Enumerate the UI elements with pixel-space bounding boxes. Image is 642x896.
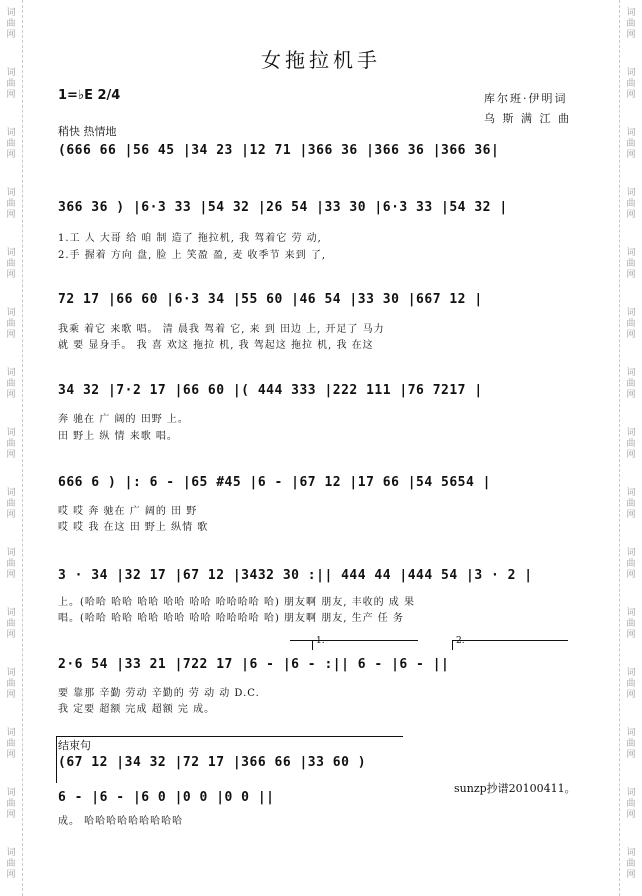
staff-line-3: 72 17 |66 60 |6·3 34 |55 60 |46 54 |33 30 |667 12 | xyxy=(58,292,483,307)
song-title: 女拖拉机手 xyxy=(261,48,381,72)
lyric-line-3a: 我乘 着它 来歌 唱。 清 晨我 驾着 它, 来 到 田边 上, 开足了 马力 xyxy=(58,324,385,335)
left-watermark: 词 曲 网 xyxy=(6,188,16,220)
ending-notes-2: 6 - |6 - |6 0 |0 0 |0 0 || xyxy=(58,790,275,805)
volta-2-label: 2. xyxy=(456,636,465,646)
left-watermark: 词 曲 网 xyxy=(6,248,16,280)
right-watermark: 词 曲 网 xyxy=(626,428,636,460)
staff-line-5: 666 6 ) |: 6 - |65 #45 |6 - |67 12 |17 66 |54 5654 | xyxy=(58,475,491,490)
staff-line-7: 2·6 54 |33 21 |722 17 |6 - |6 - :|| 6 - |6 - || xyxy=(58,657,450,672)
volta-bracket-2-start xyxy=(452,640,453,650)
lyric-line-5b: 哎 哎 我 在这 田 野上 纵情 歌 xyxy=(58,522,209,533)
right-watermark: 词 曲 网 xyxy=(626,788,636,820)
left-watermark: 词 曲 网 xyxy=(6,68,16,100)
staff-line-4: 34 32 |7·2 17 |66 60 |( 444 333 |222 111 |76 7217 | xyxy=(58,383,483,398)
right-watermark: 词 曲 网 xyxy=(626,8,636,40)
lyricist-credit: 库尔班·伊明词 xyxy=(484,92,568,105)
ending-lyrics: 成。 哈哈哈哈哈哈哈哈哈 xyxy=(58,816,184,827)
left-watermark: 词 曲 网 xyxy=(6,608,16,640)
lyric-line-7a: 要 靠那 辛勤 劳动 辛勤的 劳 动 动 D.C. xyxy=(58,688,260,699)
lyric-line-6a: 上。(哈哈 哈哈 哈哈 哈哈 哈哈 哈哈哈哈 哈) 朋友啊 朋友, 丰收的 成 果 xyxy=(58,597,415,608)
right-watermark: 词 曲 网 xyxy=(626,488,636,520)
right-watermark: 词 曲 网 xyxy=(626,368,636,400)
lyric-line-5a: 哎 哎 奔 驰在 广 阔的 田 野 xyxy=(58,506,198,517)
arranger-note: sunzp抄谱20100411。 xyxy=(454,782,576,795)
right-watermark: 词 曲 网 xyxy=(626,728,636,760)
left-watermark: 词 曲 网 xyxy=(6,788,16,820)
composer-credit: 乌 斯 满 江 曲 xyxy=(484,112,571,125)
lyric-line-2b: 2.手 握着 方向 盘, 脸 上 笑盈 盈, 麦 收季节 来到 了, xyxy=(58,250,327,261)
lyric-line-4b: 田 野上 纵 情 来歌 唱。 xyxy=(58,431,178,442)
right-watermark: 词 曲 网 xyxy=(626,248,636,280)
ending-label: 结束句 xyxy=(58,739,91,752)
staff-line-1: (666 66 |56 45 |34 23 |12 71 |366 36 |366 36 |366 36| xyxy=(58,143,500,158)
left-watermark: 词 曲 网 xyxy=(6,548,16,580)
right-watermark: 词 曲 网 xyxy=(626,68,636,100)
right-watermark: 词 曲 网 xyxy=(626,188,636,220)
lyric-line-2a: 1.工 人 大哥 给 咱 制 造了 拖拉机, 我 驾着它 劳 动, xyxy=(58,233,322,244)
right-watermark: 词 曲 网 xyxy=(626,848,636,880)
left-watermark: 词 曲 网 xyxy=(6,128,16,160)
lyric-line-7b: 我 定要 超额 完成 超额 完 成。 xyxy=(58,704,216,715)
volta-bracket-2 xyxy=(452,640,568,641)
ending-notes: (67 12 |34 32 |72 17 |366 66 |33 60 ) xyxy=(58,755,367,770)
key-signature: 1=♭E 2/4 xyxy=(58,88,121,103)
staff-line-6: 3 · 34 |32 17 |67 12 |3432 30 :|| 444 44 |444 54 |3 · 2 | xyxy=(58,568,533,583)
right-watermark: 词 曲 网 xyxy=(626,608,636,640)
left-watermark: 词 曲 网 xyxy=(6,848,16,880)
staff-line-2: 366 36 ) |6·3 33 |54 32 |26 54 |33 30 |6·3 33 |54 32 | xyxy=(58,200,508,215)
volta-bracket-1 xyxy=(290,640,418,641)
volta-1-label: 1. xyxy=(316,636,325,646)
lyric-line-6b: 唱。(哈哈 哈哈 哈哈 哈哈 哈哈 哈哈哈哈 哈) 朋友啊 朋友, 生产 任 务 xyxy=(58,613,404,624)
left-watermark: 词 曲 网 xyxy=(6,728,16,760)
lyric-line-4a: 奔 驰在 广 阔的 田野 上。 xyxy=(58,414,189,425)
right-watermark: 词 曲 网 xyxy=(626,128,636,160)
right-watermark: 词 曲 网 xyxy=(626,668,636,700)
tempo-marking: 稍快 热情地 xyxy=(58,125,117,138)
right-watermark: 词 曲 网 xyxy=(626,308,636,340)
volta-bracket-1-start xyxy=(312,640,313,650)
lyric-line-3b: 就 要 显身手。 我 喜 欢这 拖拉 机, 我 驾起这 拖拉 机, 我 在这 xyxy=(58,340,374,351)
left-watermark: 词 曲 网 xyxy=(6,308,16,340)
left-watermark: 词 曲 网 xyxy=(6,428,16,460)
left-watermark: 词 曲 网 xyxy=(6,8,16,40)
left-watermark: 词 曲 网 xyxy=(6,488,16,520)
right-watermark: 词 曲 网 xyxy=(626,548,636,580)
left-watermark: 词 曲 网 xyxy=(6,368,16,400)
left-watermark: 词 曲 网 xyxy=(6,668,16,700)
